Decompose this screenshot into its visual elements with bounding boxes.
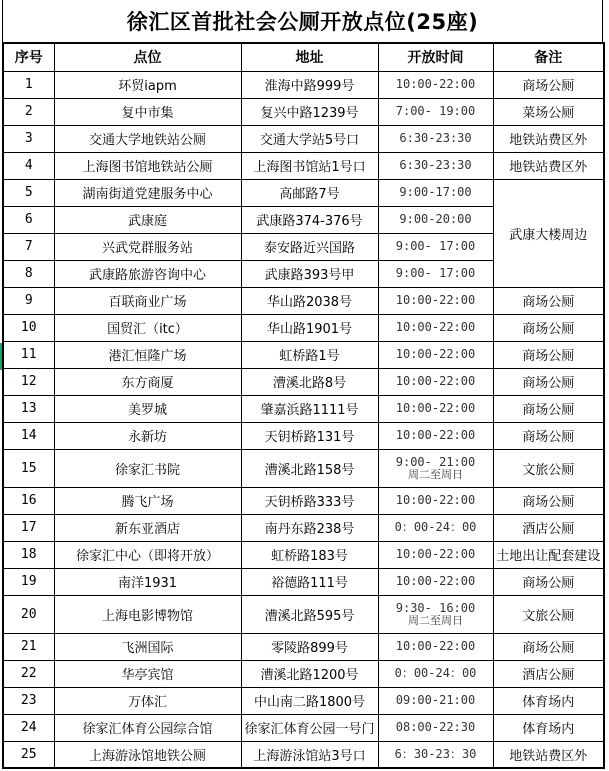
table-row [3,487,604,514]
row-number-cell: 5 [3,179,54,206]
remark-cell: 文旅公厕 [493,595,604,633]
open-hours-cell [378,422,493,449]
address-cell: 南丹东路238号 [241,514,378,541]
open-hours-cell [378,595,493,633]
address-cell: 华山路2038号 [241,287,378,314]
open-hours-note: 周二至周日 [408,613,463,627]
address-cell: 华山路1901号 [241,314,378,341]
site-name-cell: 上海电影博物馆 [54,595,241,633]
site-name-cell: 新东亚酒店 [54,514,241,541]
open-hours-text: 9:00-17:00 [399,185,472,199]
open-hours-text: 10:00-22:00 [395,401,476,415]
open-hours-cell [378,314,493,341]
address-cell: 天钥桥路131号 [241,422,378,449]
open-hours-cell [378,98,493,125]
remark-cell: 地铁站费区外 [493,125,604,152]
open-hours-text: 9:00- 17:00 [395,239,476,253]
row-number-cell: 20 [3,595,54,633]
remark-cell: 商场公厕 [493,287,604,314]
row-number-cell: 6 [3,206,54,233]
remark-cell: 地铁站费区外 [493,152,604,179]
row-number-cell: 18 [3,541,54,568]
open-hours-text: 10:00-22:00 [395,374,476,388]
open-hours-cell [378,395,493,422]
row-number-cell: 10 [3,314,54,341]
address-cell: 虹桥路183号 [241,541,378,568]
table-header [3,43,604,71]
row-number-cell: 13 [3,395,54,422]
remark-cell: 商场公厕 [493,422,604,449]
row-number-cell: 25 [3,741,54,768]
remark-cell: 酒店公厕 [493,514,604,541]
remark-cell: 文旅公厕 [493,449,604,487]
open-hours-text: 10:00-22:00 [395,77,476,91]
row-number-cell: 1 [3,71,54,98]
table-row [3,449,604,487]
open-hours-text: 10:00-22:00 [395,547,476,561]
open-hours-cell [378,449,493,487]
remark-cell: 商场公厕 [493,341,604,368]
remark-cell: 土地出让配套建设 [493,541,604,568]
address-cell: 中山南二路1800号 [241,687,378,714]
address-cell: 天钥桥路333号 [241,487,378,514]
site-name-cell: 湖南街道党建服务中心 [54,179,241,206]
table-row [3,341,604,368]
address-cell: 泰安路近兴国路 [241,233,378,260]
open-hours-cell [378,741,493,768]
remark-cell: 商场公厕 [493,314,604,341]
open-hours-text: 7:00- 19:00 [395,104,476,118]
address-cell: 漕溪北路1200号 [241,660,378,687]
remark-cell: 商场公厕 [493,633,604,660]
table-row [3,633,604,660]
site-name-cell: 徐家汇中心（即将开放） [54,541,241,568]
row-number-cell: 9 [3,287,54,314]
remark-cell: 体育场内 [493,687,604,714]
address-cell: 上海图书馆站1号口 [241,152,378,179]
open-hours-text: 10:00-22:00 [395,639,476,653]
remark-cell: 商场公厕 [493,568,604,595]
open-hours-cell [378,633,493,660]
site-name-cell: 华亭宾馆 [54,660,241,687]
table-row [3,314,604,341]
remark-cell: 酒店公厕 [493,660,604,687]
address-cell: 肇嘉浜路1111号 [241,395,378,422]
address-cell: 淮海中路999号 [241,71,378,98]
site-name-cell: 上海图书馆地铁站公厕 [54,152,241,179]
open-hours-text: 09:00-21:00 [395,693,476,707]
row-number-cell: 21 [3,633,54,660]
open-hours-text: 10:00-22:00 [395,428,476,442]
row-number-cell: 14 [3,422,54,449]
open-hours-text: 6:30-23:30 [399,131,472,145]
open-hours-text: 08:00-22:30 [395,720,476,734]
remark-cell: 武康大楼周边 [493,179,604,287]
open-hours-cell [378,125,493,152]
address-cell: 上海游泳馆站3号口 [241,741,378,768]
column-header-site: 点位 [54,43,241,71]
table-row [3,741,604,768]
row-number-cell: 12 [3,368,54,395]
site-name-cell: 徐家汇书院 [54,449,241,487]
table-title: 徐汇区首批社会公厕开放点位(25座) [2,0,603,42]
data-table [2,42,605,769]
open-hours-cell [378,568,493,595]
table-row [3,541,604,568]
open-hours-cell [378,233,493,260]
table-row [3,98,604,125]
row-number-cell: 11 [3,341,54,368]
site-name-cell: 飞洲国际 [54,633,241,660]
table-row [3,395,604,422]
row-number-cell: 4 [3,152,54,179]
open-hours-cell [378,179,493,206]
table-row [3,514,604,541]
open-hours-text: 10:00-22:00 [395,320,476,334]
open-hours-text: 0：00-24：00 [394,520,477,534]
row-number-cell: 17 [3,514,54,541]
table-body [3,71,604,768]
address-cell: 零陵路899号 [241,633,378,660]
row-number-cell: 2 [3,98,54,125]
open-hours-text: 10:00-22:00 [395,293,476,307]
site-name-cell: 国贸汇（itc） [54,314,241,341]
open-hours-cell [378,368,493,395]
row-number-cell: 22 [3,660,54,687]
row-number-cell: 3 [3,125,54,152]
header-row [3,43,604,71]
address-cell: 虹桥路1号 [241,341,378,368]
column-header-index: 序号 [3,43,54,71]
site-name-cell: 万体汇 [54,687,241,714]
open-hours-text: 10:00-22:00 [395,347,476,361]
open-hours-cell [378,71,493,98]
site-name-cell: 武康路旅游咨询中心 [54,260,241,287]
table-row [3,568,604,595]
table-row [3,287,604,314]
toilet-open-locations-table [2,0,603,769]
open-hours-text: 10:00-22:00 [395,493,476,507]
site-name-cell: 上海游泳馆地铁公厕 [54,741,241,768]
row-number-cell: 19 [3,568,54,595]
open-hours-cell [378,687,493,714]
remark-cell: 商场公厕 [493,487,604,514]
open-hours-cell [378,260,493,287]
address-cell: 高邮路7号 [241,179,378,206]
remark-cell: 地铁站费区外 [493,741,604,768]
open-hours-cell [378,714,493,741]
address-cell: 武康路374-376号 [241,206,378,233]
row-number-cell: 23 [3,687,54,714]
address-cell: 武康路393号甲 [241,260,378,287]
table-row [3,368,604,395]
address-cell: 裕德路111号 [241,568,378,595]
open-hours-text: 6:30-23:30 [399,158,472,172]
site-name-cell: 环贸iapm [54,71,241,98]
open-hours-text: 9:30- 16:00 [395,600,476,615]
address-cell: 漕溪北路158号 [241,449,378,487]
table-row [3,714,604,741]
remark-cell: 体育场内 [493,714,604,741]
site-name-cell: 东方商厦 [54,368,241,395]
remark-cell: 商场公厕 [493,368,604,395]
open-hours-text: 0：00-24：00 [394,666,477,680]
column-header-remark: 备注 [493,43,604,71]
site-name-cell: 永新坊 [54,422,241,449]
open-hours-text: 9:00-20:00 [399,212,472,226]
open-hours-cell [378,487,493,514]
open-hours-cell [378,152,493,179]
open-hours-cell [378,541,493,568]
open-hours-note: 周二至周日 [408,467,463,481]
row-number-cell: 24 [3,714,54,741]
site-name-cell: 武康庭 [54,206,241,233]
table-row [3,125,604,152]
address-cell: 复兴中路1239号 [241,98,378,125]
site-name-cell: 美罗城 [54,395,241,422]
site-name-cell: 复中市集 [54,98,241,125]
table-row [3,179,604,206]
table-row [3,660,604,687]
address-cell: 漕溪北路8号 [241,368,378,395]
open-hours-text: 10:00-22:00 [395,574,476,588]
row-number-cell: 7 [3,233,54,260]
column-header-address: 地址 [241,43,378,71]
table-row [3,422,604,449]
open-hours-cell [378,660,493,687]
row-number-cell: 15 [3,449,54,487]
remark-cell: 菜场公厕 [493,98,604,125]
site-name-cell: 港汇恒隆广场 [54,341,241,368]
remark-cell: 商场公厕 [493,395,604,422]
table-row [3,595,604,633]
open-hours-cell [378,514,493,541]
address-cell: 漕溪北路595号 [241,595,378,633]
address-cell: 徐家汇体育公园一号门 [241,714,378,741]
site-name-cell: 百联商业广场 [54,287,241,314]
open-hours-text: 9:00- 21:00 [395,454,476,469]
table-row [3,71,604,98]
table-row [3,687,604,714]
open-hours-cell [378,206,493,233]
site-name-cell: 南洋1931 [54,568,241,595]
site-name-cell: 腾飞广场 [54,487,241,514]
row-number-cell: 8 [3,260,54,287]
table-row [3,152,604,179]
open-hours-cell [378,341,493,368]
open-hours-text: 9:00- 17:00 [395,266,476,280]
remark-cell: 商场公厕 [493,71,604,98]
row-number-cell: 16 [3,487,54,514]
open-hours-cell [378,287,493,314]
site-name-cell: 兴武党群服务站 [54,233,241,260]
site-name-cell: 交通大学地铁站公厕 [54,125,241,152]
site-name-cell: 徐家汇体育公园综合馆 [54,714,241,741]
open-hours-text: 6：30-23：30 [394,746,477,761]
column-header-hours: 开放时间 [378,43,493,71]
address-cell: 交通大学站5号口 [241,125,378,152]
